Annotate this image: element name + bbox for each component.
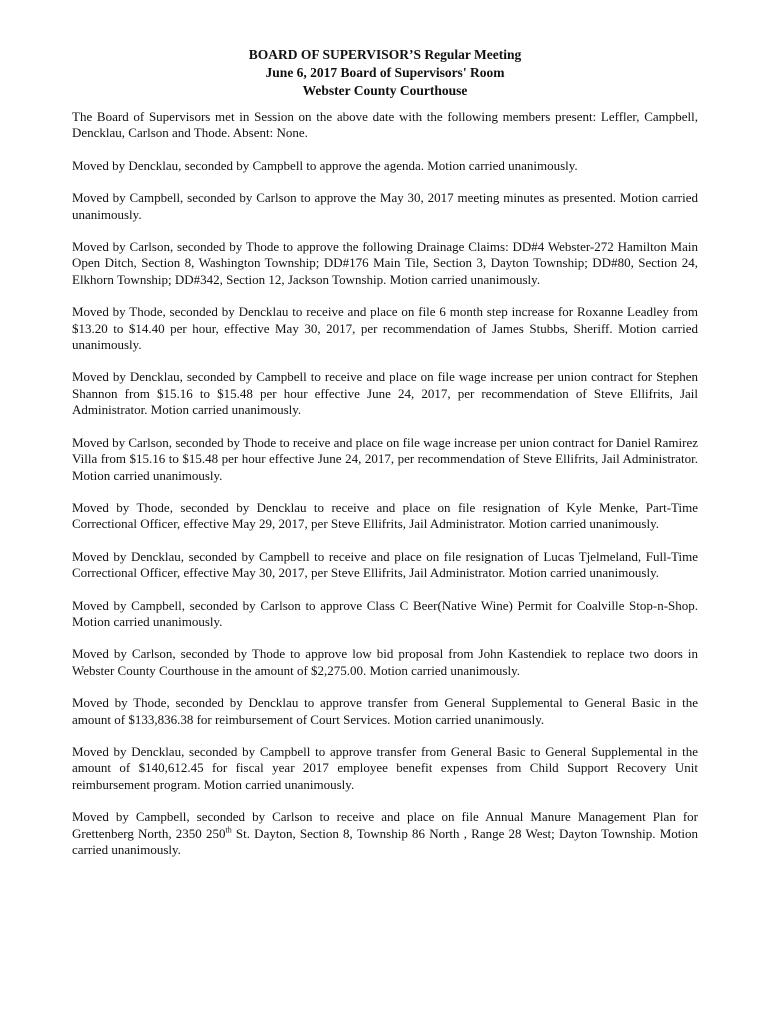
paragraph-transfer-court-services: Moved by Thode, seconded by Dencklau to approve transfer from General Supplemental to General Basic in the amount of $133,836.38 for reimbursement of Court Services. Motion carried unanimously.	[72, 695, 698, 727]
paragraph-resignation-tjelmeland: Moved by Dencklau, seconded by Campbell to receive and place on file resignation of Lucas Tjelmeland, Full-Time Correctional Officer, effective May 30, 2017, per Steve Ellifrits, Jail Administrator. Motion carried unanimously.	[72, 548, 698, 581]
paragraph-resignation-menke: Moved by Thode, seconded by Dencklau to receive and place on file resignation of Kyle Menke, Part-Time Correctional Officer, effective May 29, 2017, per Steve Ellifrits, Jail Administrator. Motion carried unanimously.	[72, 499, 698, 532]
manure-plan-superscript: th	[225, 825, 232, 835]
paragraph-agenda: Moved by Dencklau, seconded by Campbell to approve the agenda. Motion carried unanimously.	[72, 157, 578, 173]
paragraph-drainage-claims: Moved by Carlson, seconded by Thode to approve the following Drainage Claims: DD#4 Webster-272 Hamilton Main Open Ditch, Section 8, Washington Township; DD#176 Main Tile, Section 3, Dayton Township; DD#80, Section 24, Elkhorn Township; DD#342, Section 12, Jackson Township. Motion carried unanimously.	[72, 239, 698, 287]
paragraph-manure-plan	[72, 809, 698, 858]
paragraph-wage-increase-shannon: Moved by Dencklau, seconded by Campbell to receive and place on file wage increase per union contract for Stephen Shannon from $15.16 to $15.48 per hour effective June 24, 2017, per recommendation of Steve Ellifrits, Jail Administrator. Motion carried unanimously.	[72, 369, 698, 418]
paragraph-wage-increase-ramirez: Moved by Carlson, seconded by Thode to receive and place on file wage increase per union contract for Daniel Ramirez Villa from $15.16 to $15.48 per hour effective June 24, 2017, per recommendation of Steve Ellifrits, Jail Administrator. Motion carried unanimously.	[72, 434, 698, 483]
paragraph-minutes: Moved by Campbell, seconded by Carlson to approve the May 30, 2017 meeting minutes as presented. Motion carried unanimously.	[72, 190, 698, 222]
document-page	[72, 46, 698, 874]
paragraph-bid-proposal: Moved by Carlson, seconded by Thode to approve low bid proposal from John Kastendiek to replace two doors in Webster County Courthouse in the amount of $2,275.00. Motion carried unanimously.	[72, 646, 698, 678]
manure-plan-text-2: St. Dayton, Section 8, Township 86 North , Range 28 West; Dayton Township. Motion carried unanimously.	[72, 825, 698, 857]
paragraph-beer-permit: Moved by Campbell, seconded by Carlson to approve Class C Beer(Native Wine) Permit for Coalville Stop-n-Shop. Motion carried unanimously.	[72, 597, 698, 629]
paragraph-attendance: The Board of Supervisors met in Session on the above date with the following members present: Leffler, Campbell, Dencklau, Carlson and Thode. Absent: None.	[72, 109, 698, 141]
document-header	[72, 46, 698, 100]
header-title: BOARD OF SUPERVISOR’S Regular Meeting	[248, 47, 522, 62]
manure-plan-text-1: Moved by Campbell, seconded by Carlson to receive and place on file Annual Manure Management Plan for Grettenberg North, 2350 250	[72, 809, 698, 841]
header-date-location: June 6, 2017 Board of Supervisors' Room	[265, 65, 505, 80]
paragraph-step-increase: Moved by Thode, seconded by Dencklau to receive and place on file 6 month step increase for Roxanne Leadley from $13.20 to $14.40 per hour, effective May 30, 2017, per recommendation of James Stubbs, Sheriff. Motion carried unanimously.	[72, 304, 698, 353]
header-courthouse: Webster County Courthouse	[302, 83, 468, 98]
paragraph-transfer-benefits: Moved by Dencklau, seconded by Campbell to approve transfer from General Basic to General Supplemental in the amount of $140,612.45 for fiscal year 2017 employee benefit expenses from Child Support Recovery Unit reimbursement program. Motion carried unanimously.	[72, 743, 698, 792]
